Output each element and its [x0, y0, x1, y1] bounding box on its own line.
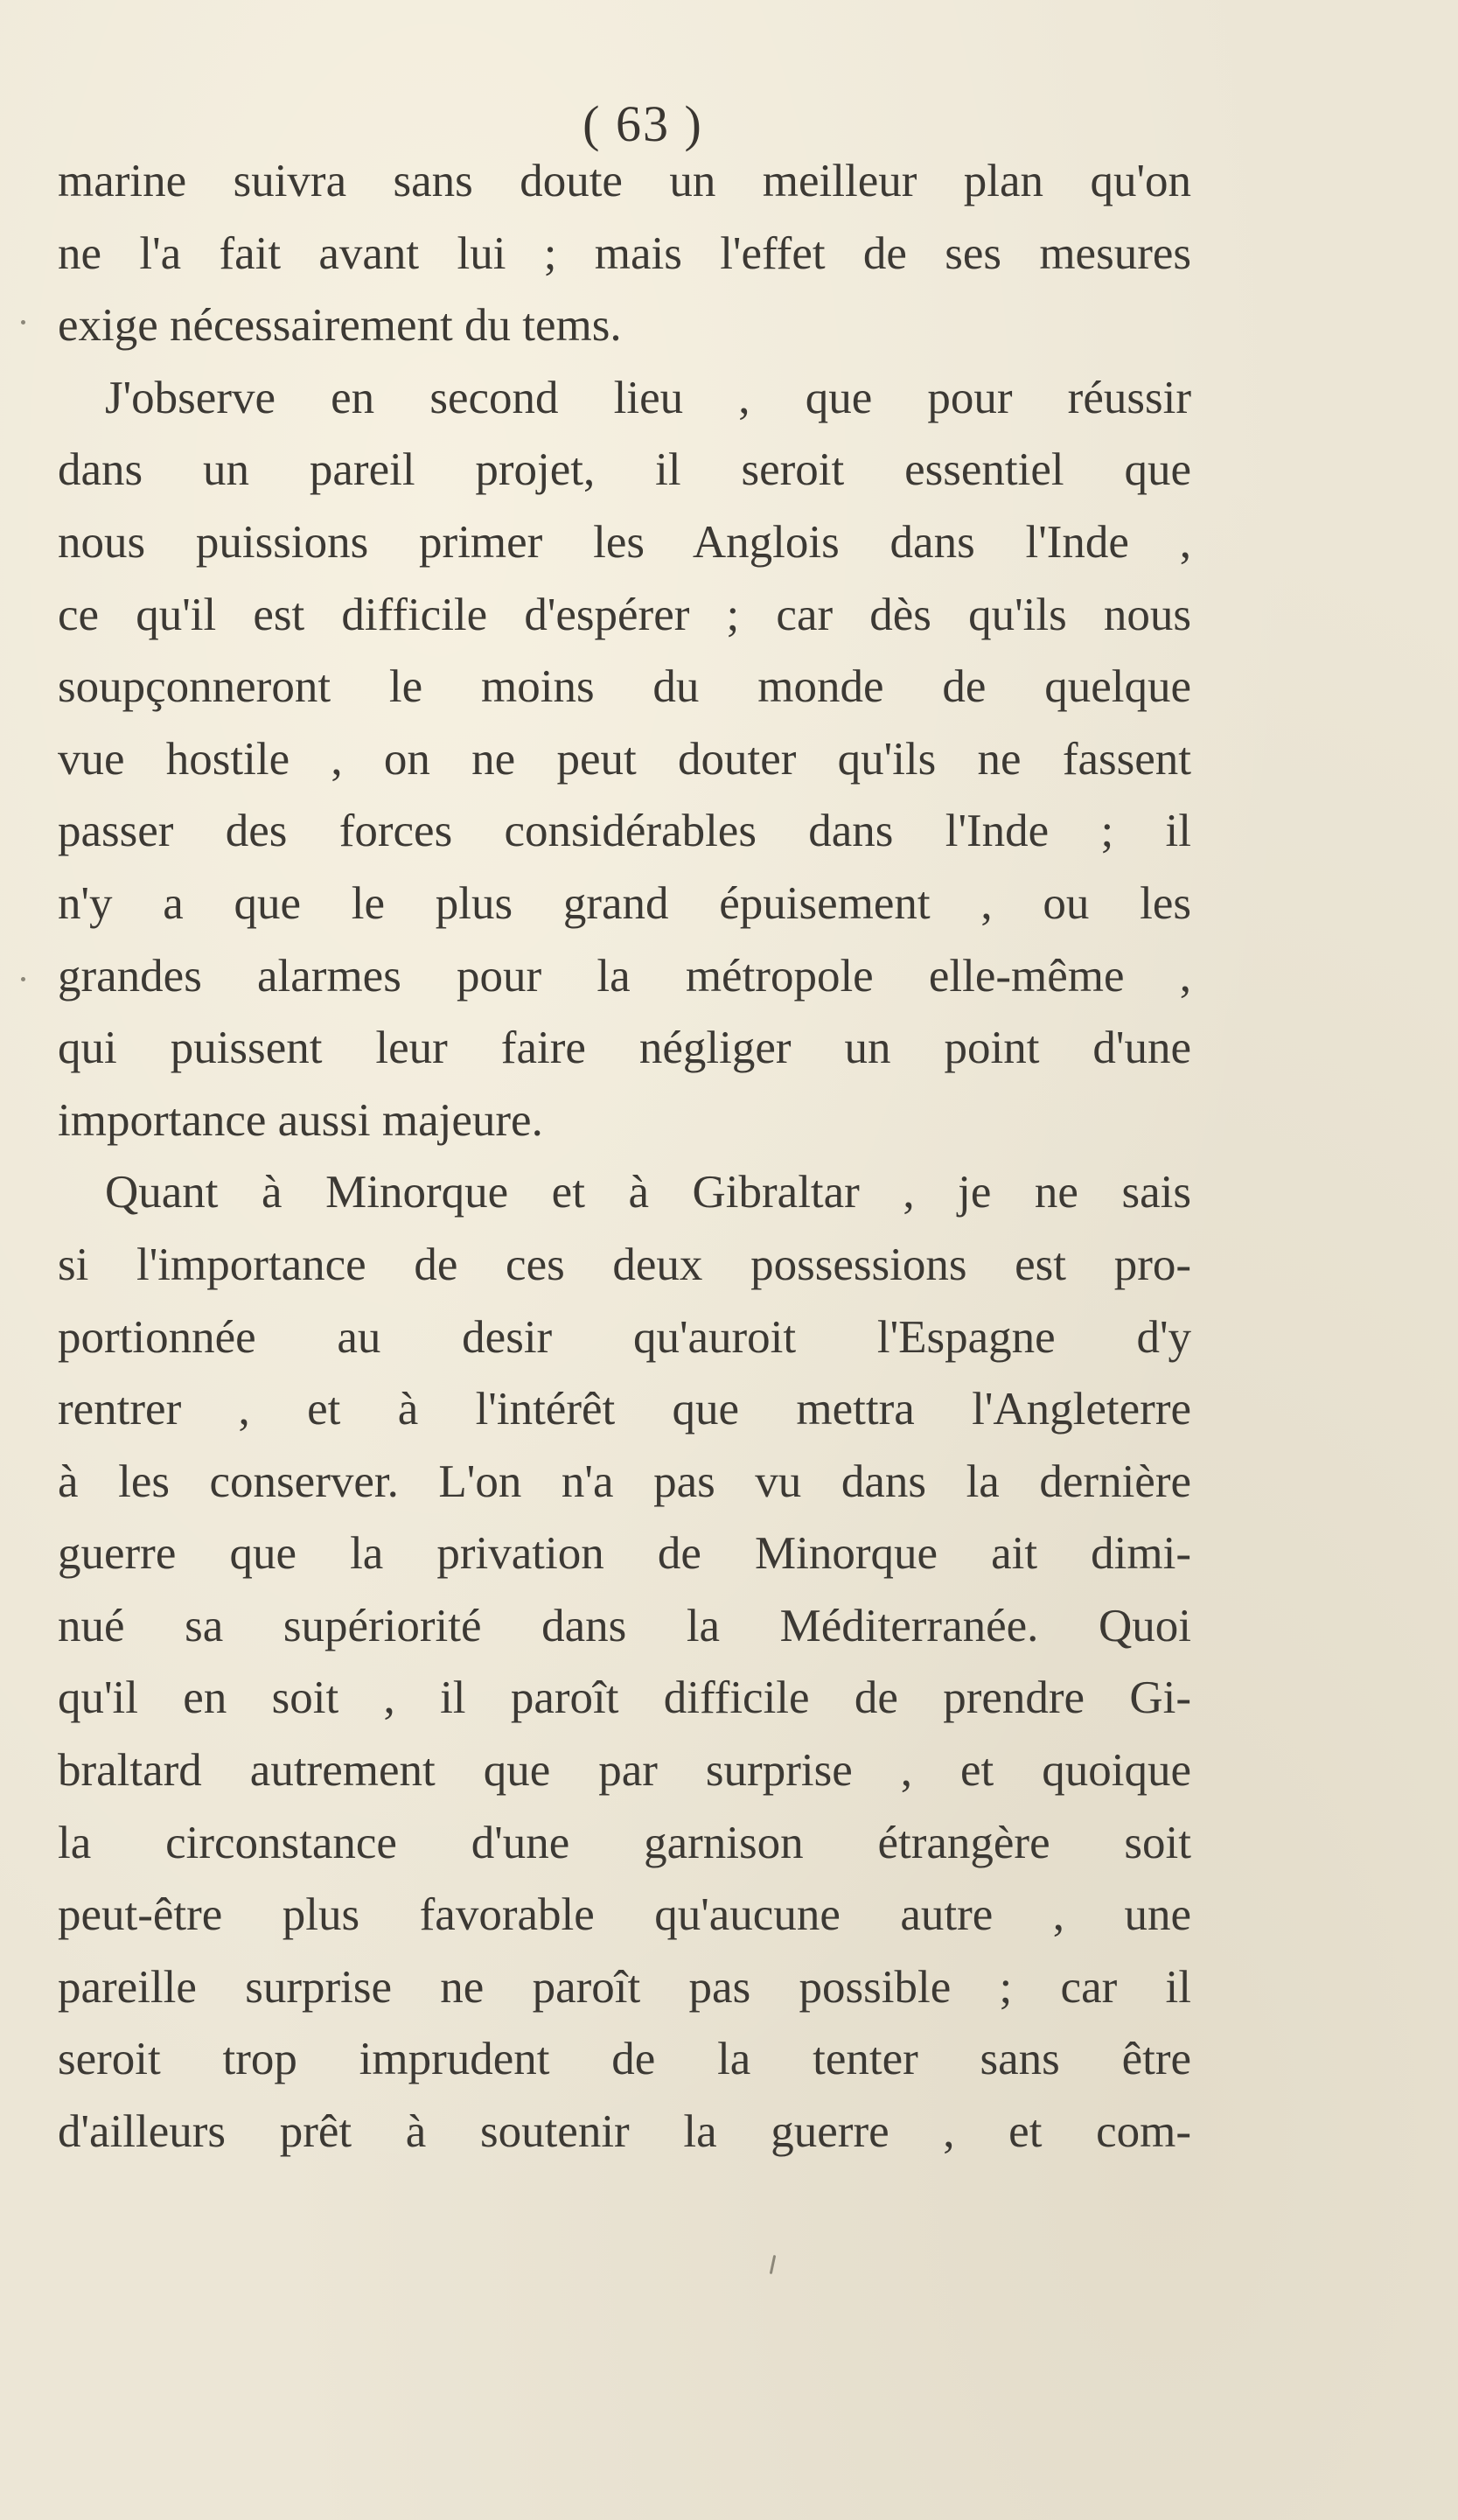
text-line: d'ailleurs prêt à soutenir la guerre , et com-	[58, 2106, 1191, 2158]
text-line: nous puissions primer les Anglois dans l'Inde ,	[58, 516, 1191, 568]
text-line: seroit trop imprudent de la tenter sans être	[58, 2034, 1191, 2085]
text-line: braltard autrement que par surprise , et quoique	[58, 1745, 1191, 1797]
paper-speck	[770, 2255, 777, 2274]
paragraph-start-line: Quant à Minorque et à Gibraltar , je ne sais	[105, 1167, 1191, 1218]
text-line: à les conserver. L'on n'a pas vu dans la dernière	[58, 1455, 1191, 1507]
text-line: nué sa supériorité dans la Méditerranée. Quoi	[58, 1600, 1191, 1651]
text-line: ce qu'il est difficile d'espérer ; car dès qu'ils nous	[58, 589, 1191, 640]
page-number: ( 63 )	[583, 95, 703, 152]
text-line: qui puissent leur faire négliger un point d'une	[58, 1023, 1191, 1074]
text-line: dans un pareil projet, il seroit essentiel que	[58, 444, 1191, 496]
text-line: passer des forces considérables dans l'Inde ; il	[58, 806, 1191, 857]
paragraph-start-line: J'observe en second lieu , que pour réussir	[105, 372, 1191, 423]
text-line: qu'il en soit , il paroît difficile de prendre Gi-	[58, 1672, 1191, 1724]
text-line: soupçonneront le moins du monde de quelque	[58, 661, 1191, 713]
text-line: importance aussi majeure.	[58, 1094, 543, 1146]
text-line: pareille surprise ne paroît pas possible ; car il	[58, 1961, 1191, 2013]
text-line: peut-être plus favorable qu'aucune autre , une	[58, 1889, 1191, 1941]
text-line: portionnée au desir qu'auroit l'Espagne d'y	[58, 1311, 1191, 1363]
text-line: grandes alarmes pour la métropole elle-même ,	[58, 950, 1191, 1002]
paper-speck	[21, 320, 25, 325]
text-line: guerre que la privation de Minorque ait dimi-	[58, 1528, 1191, 1580]
text-line: vue hostile , on ne peut douter qu'ils ne fassent	[58, 733, 1191, 785]
paper-speck	[21, 977, 25, 981]
text-line: marine suivra sans doute un meilleur plan qu'on	[58, 156, 1191, 206]
body-text	[58, 145, 1191, 2168]
text-line: rentrer , et à l'intérêt que mettra l'Angleterre	[58, 1384, 1191, 1435]
text-line: si l'importance de ces deux possessions est pro-	[58, 1239, 1191, 1290]
text-line: exige nécessairement du tems.	[58, 300, 622, 352]
text-line: la circonstance d'une garnison étrangère soit	[58, 1817, 1191, 1868]
text-line: ne l'a fait avant lui ; mais l'effet de ses mesures	[58, 227, 1191, 279]
text-line: n'y a que le plus grand épuisement , ou les	[58, 877, 1191, 929]
